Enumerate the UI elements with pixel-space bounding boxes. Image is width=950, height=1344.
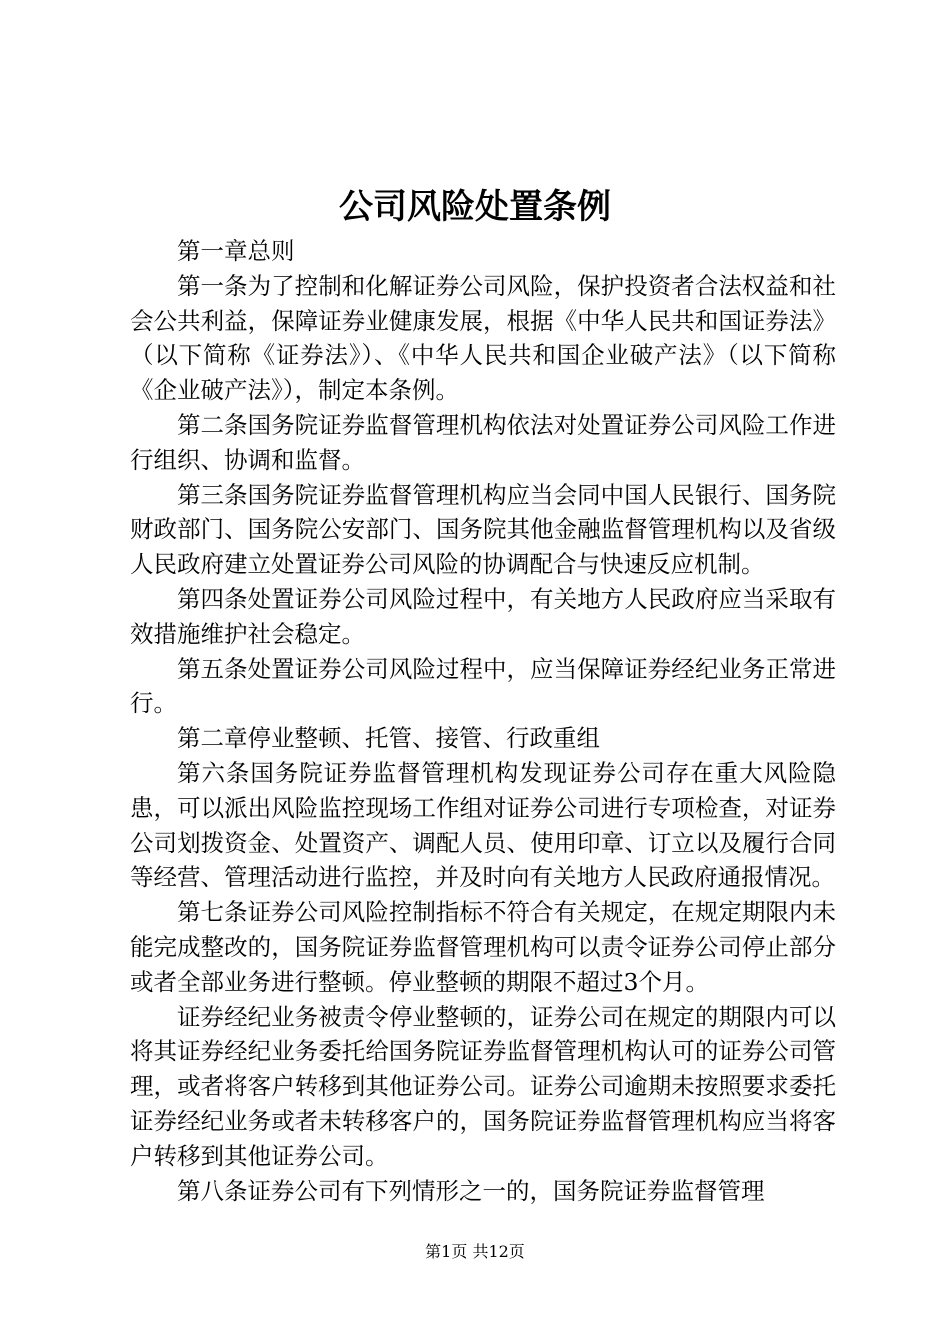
- article-paragraph: 证券经纪业务被责令停业整顿的，证券公司在规定的期限内可以将其证券经纪业务委托给国务院证券监督管理机构认可的证券公司管理，或者将客户转移到其他证券公司。证券公司逾期未按照要求委托证券经纪业务或者未转移客户的，国务院证券监督管理机构应当将客户转移到其他证券公司。: [130, 1002, 836, 1170]
- document-body: [130, 234, 836, 1208]
- article-paragraph: 第二条国务院证券监督管理机构依法对处置证券公司风险工作进行组织、协调和监督。: [130, 410, 836, 474]
- page-number-footer: 第1页 共12页: [425, 1242, 525, 1261]
- article-paragraph: 第一条为了控制和化解证券公司风险，保护投资者合法权益和社会公共利益，保障证券业健康发展，根据《中华人民共和国证券法》（以下简称《证券法》）、《中华人民共和国企业破产法》（以下简称《企业破产法》），制定本条例。: [130, 271, 836, 405]
- article-paragraph: 第三条国务院证券监督管理机构应当会同中国人民银行、国务院财政部门、国务院公安部门、国务院其他金融监督管理机构以及省级人民政府建立处置证券公司风险的协调配合与快速反应机制。: [130, 480, 836, 579]
- article-paragraph: 第七条证券公司风险控制指标不符合有关规定，在规定期限内未能完成整改的，国务院证券监督管理机构可以责令证券公司停止部分或者全部业务进行整顿。停业整顿的期限不超过3个月。: [130, 898, 836, 996]
- chapter-heading: 第二章停业整顿、托管、接管、行政重组: [177, 724, 600, 753]
- article-paragraph: 第五条处置证券公司风险过程中，应当保障证券经纪业务正常进行。: [130, 654, 836, 718]
- document-title: 公司风险处置条例: [339, 187, 611, 227]
- chapter-heading: 第一章总则: [177, 237, 295, 265]
- article-paragraph: 第八条证券公司有下列情形之一的，国务院证券监督管理: [177, 1176, 765, 1205]
- article-paragraph: 第六条国务院证券监督管理机构发现证券公司存在重大风险隐患，可以派出风险监控现场工作组对证券公司进行专项检查，对证券公司划拨资金、处置资产、调配人员、使用印章、订立以及履行合同等经营、管理活动进行监控，并及时向有关地方人民政府通报情况。: [130, 758, 836, 892]
- article-paragraph: 第四条处置证券公司风险过程中，有关地方人民政府应当采取有效措施维护社会稳定。: [130, 584, 836, 648]
